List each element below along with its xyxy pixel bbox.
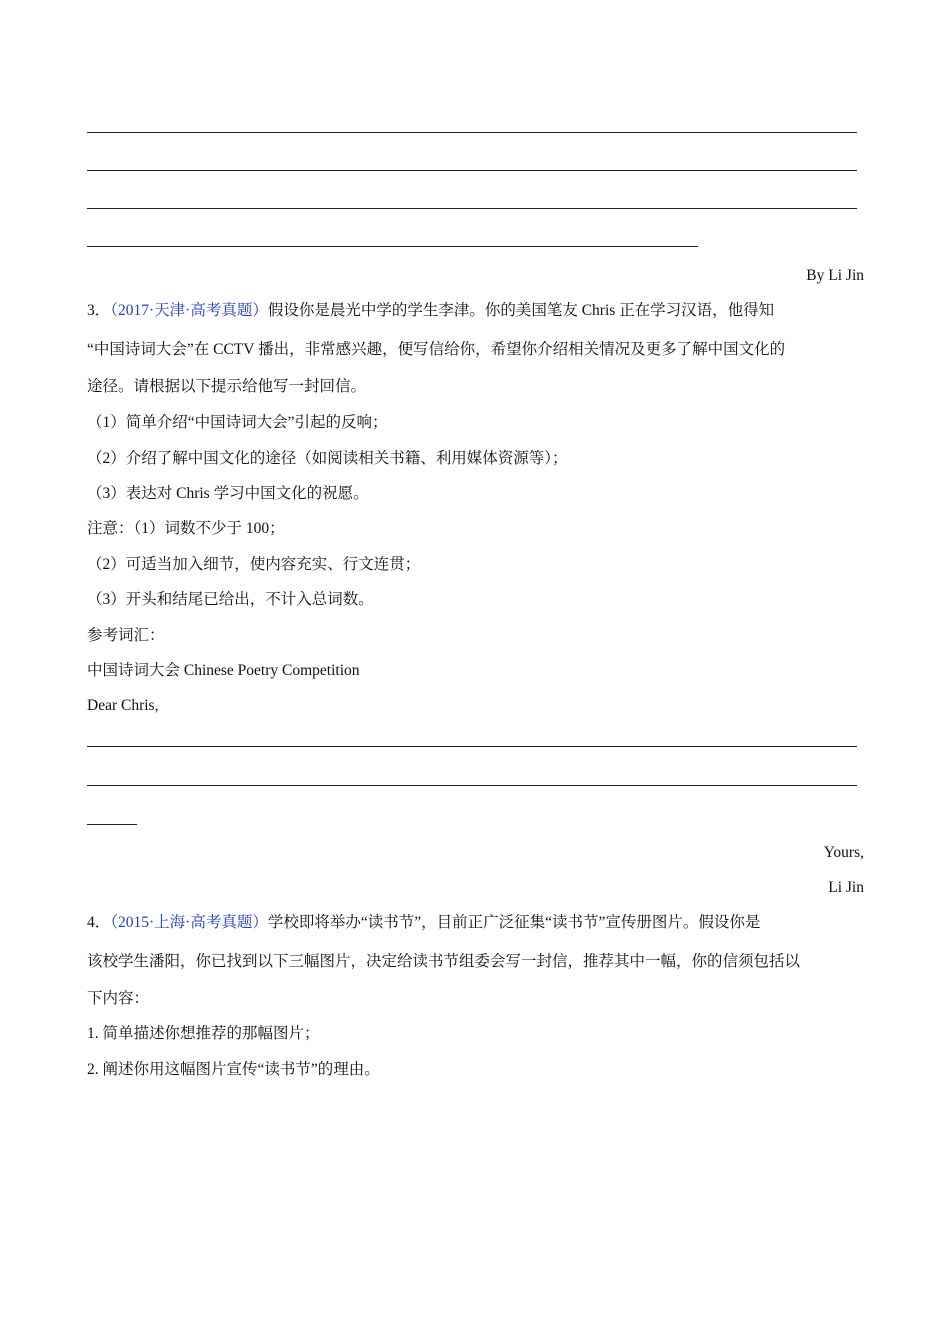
answer-blank-line (87, 170, 857, 171)
q4-line-1 (87, 913, 760, 933)
q3-point-3: （3）表达对 Chris 学习中国文化的祝愿。 (87, 485, 369, 502)
q3-note-3: （3）开头和结尾已给出，不计入总词数。 (87, 591, 374, 608)
top-signature: By Li Jin (806, 267, 864, 284)
q3-note-2: （2）可适当加入细节，使内容充实、行文连贯； (87, 556, 421, 573)
q3-point-2: （2）介绍了解中国文化的途径（如阅读相关书籍、利用媒体资源等）； (87, 450, 568, 467)
answer-blank-line (87, 785, 857, 786)
q3-line-1-text: 假设你是晨光中学的学生李津。你的美国笔友 Chris 正在学习汉语，他得知 (267, 302, 775, 319)
q4-line-2: 该校学生潘阳，你已找到以下三幅图片，决定给读书节组委会写一封信，推荐其中一幅，你的信须包括以 (87, 953, 801, 970)
q3-point-1: （1）简单介绍“中国诗词大会”引起的反响； (87, 414, 388, 431)
q3-number: 3． (87, 302, 111, 319)
q4-line-1-text: 学校即将举办“读书节”，目前正广泛征集“读书节”宣传册图片。假设你是 (267, 914, 761, 931)
q4-line-3: 下内容： (87, 990, 150, 1007)
answer-blank-line (87, 746, 857, 747)
q4-number: 4． (87, 914, 111, 931)
q4-item-2: 2. 阐述你用这幅图片宣传“读书节”的理由。 (87, 1061, 380, 1078)
answer-blank-line (87, 132, 857, 133)
q3-vocab-label: 参考词汇： (87, 627, 165, 644)
answer-blank-line (87, 208, 857, 209)
answer-blank-line (87, 824, 137, 825)
q3-vocab-item: 中国诗词大会 Chinese Poetry Competition (87, 662, 360, 679)
q3-line-2: “中国诗词大会”在 CCTV 播出，非常感兴趣，便写信给你，希望你介绍相关情况及更多了解中国文化的 (87, 341, 786, 358)
answer-blank-line (87, 246, 698, 247)
q3-signature: Li Jin (828, 879, 864, 896)
q3-note-1: 注意：（1）词数不少于 100； (87, 520, 285, 537)
q3-line-3: 途径。请根据以下提示给他写一封回信。 (87, 378, 367, 395)
q3-line-1 (87, 301, 774, 321)
q3-source: （2017·天津·高考真题） (110, 302, 268, 319)
q3-closing: Yours, (823, 844, 864, 861)
q4-item-1: 1. 简单描述你想推荐的那幅图片； (87, 1025, 320, 1042)
q3-salutation: Dear Chris, (87, 697, 159, 714)
q4-source: （2015·上海·高考真题） (110, 914, 268, 931)
